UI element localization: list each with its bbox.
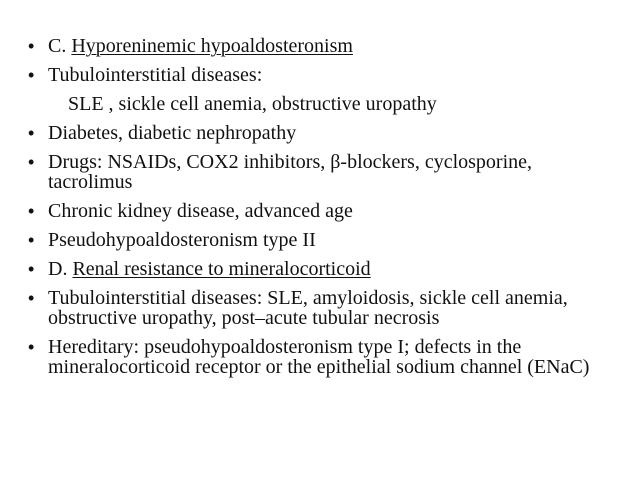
item-prefix: C. [48,35,72,57]
item-text: Tubulointerstitial diseases: [48,64,263,86]
item-text: Tubulointerstitial diseases: SLE, amyloidosis, sickle cell anemia, obstructive uropathy, post–acute tubular necrosis [48,287,568,329]
item-prefix: D. [48,258,73,280]
item-text: Chronic kidney disease, advanced age [48,200,353,222]
section-heading-renal-resistance: Renal resistance to mineralocorticoid [72,258,371,280]
list-item-pseudohypoaldosteronism-ii [28,230,618,250]
item-text: SLE , sickle cell anemia, obstructive uropathy [68,93,437,115]
list-item-tubulointerstitial-2 [28,288,618,328]
list-item-hereditary [28,337,618,377]
list-item-diabetes [28,123,618,143]
list-item-tubulointerstitial [28,65,618,85]
bullet-icon: • [28,201,35,221]
item-text: Drugs: NSAIDs, COX2 inhibitors, β-blockers, cyclosporine, tacrolimus [48,151,533,193]
bullet-icon: • [28,259,35,279]
section-heading-hyporeninemic: Hyporeninemic hypoaldosteronism [71,35,353,57]
item-text: Diabetes, diabetic nephropathy [48,122,297,144]
bullet-icon: • [28,152,35,172]
list-item-tubulointerstitial-examples [28,94,618,114]
list-item-drugs [28,152,618,192]
bullet-icon: • [28,230,35,250]
bullet-icon: • [28,65,35,85]
item-text: Pseudohypoaldosteronism type II [48,229,316,251]
bullet-icon: • [28,36,35,56]
list-item-hyporeninemic [28,36,618,56]
bullet-icon: • [28,337,35,357]
list-item-renal-resistance [28,259,618,279]
bullet-icon: • [28,123,35,143]
bullet-list [28,36,618,386]
item-text: Hereditary: pseudohypoaldosteronism type I; defects in the mineralocorticoid receptor or the epithelial sodium channel (ENaC) [48,336,590,378]
list-item-ckd [28,201,618,221]
bullet-icon: • [28,288,35,308]
